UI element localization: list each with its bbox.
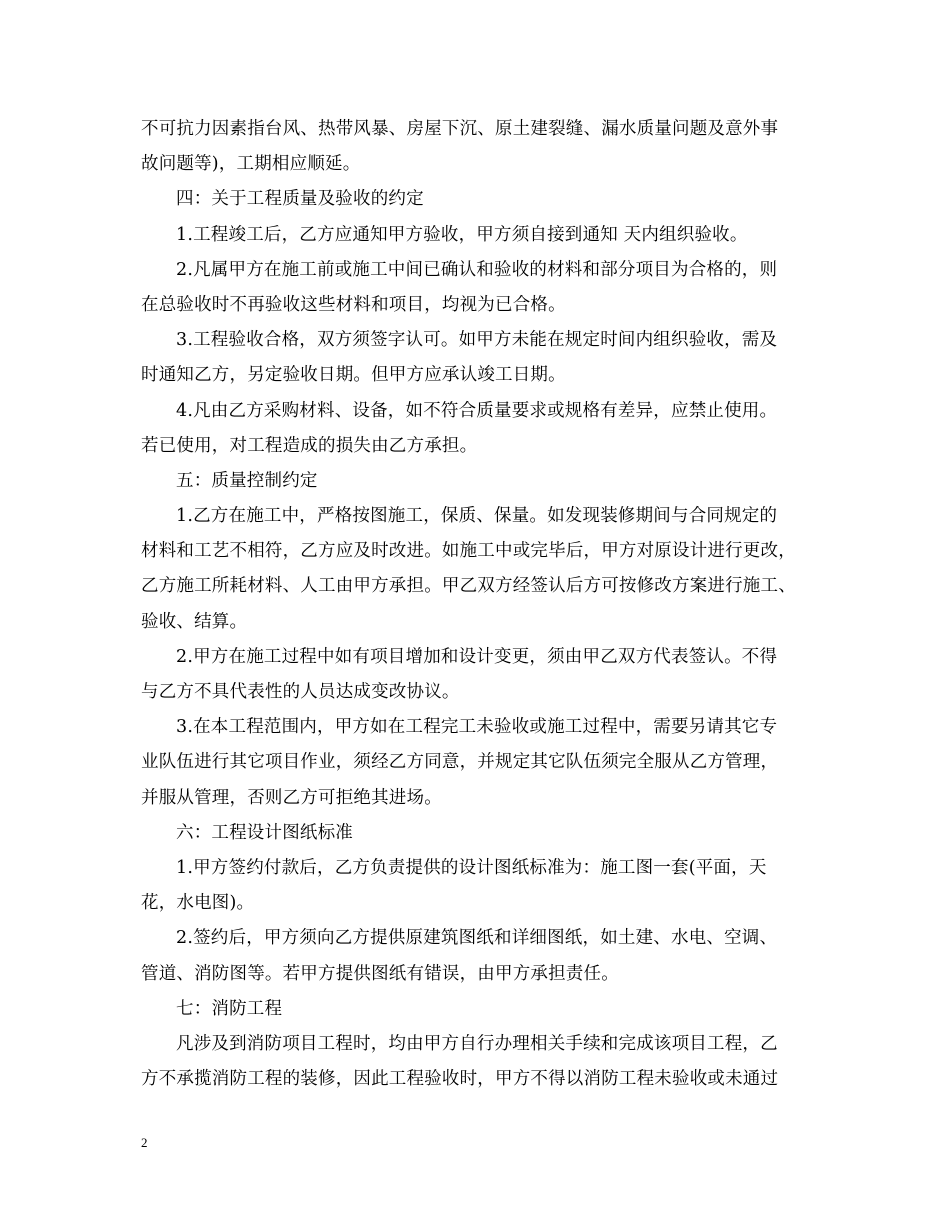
text-line: 2.甲方在施工过程中如有项目增加和设计变更，须由甲乙双方代表签认。不得 [176,646,778,667]
text-line: 故问题等)，工期相应顺延。 [141,154,361,175]
section-heading: 四：关于工程质量及验收的约定 [176,189,424,210]
document-body [141,112,813,1097]
text-line: 花，水电图)。 [141,893,255,914]
text-line: 1.甲方签约付款后，乙方负责提供的设计图纸标准为：施工图一套(平面，天 [176,857,767,878]
text-line: 与乙方不具代表性的人员达成变改协议。 [141,682,460,702]
text-line: 业队伍进行其它项目作业，须经乙方同意，并规定其它队伍须完全服从乙方管理， [141,752,779,773]
text-line: 3.在本工程范围内，甲方如在工程完工未验收或施工过程中，需要另请其它专 [176,717,778,738]
section-heading: 六：工程设计图纸标准 [176,822,353,843]
text-line: 验收、结算。 [141,611,248,632]
text-line: 凡涉及到消防项目工程时，均由甲方自行办理相关手续和完成该项目工程，乙 [176,1033,778,1054]
text-line: 1.工程竣工后，乙方应通知甲方验收，甲方须自接到通知 天内组织验收。 [176,224,748,245]
text-line: 乙方施工所耗材料、人工由甲方承担。甲乙双方经签认后方可按修改方案进行施工、 [141,576,796,597]
text-line: 3.工程验收合格，双方须签字认可。如甲方未能在规定时间内组织验收，需及 [176,330,778,351]
text-line: 1.乙方在施工中，严格按图施工，保质、保量。如发现装修期间与合同规定的 [176,506,778,527]
text-line: 不可抗力因素指台风、热带风暴、房屋下沉、原土建裂缝、漏水质量问题及意外事 [141,119,779,139]
section-heading: 五：质量控制约定 [176,470,318,491]
text-line: 在总验收时不再验收这些材料和项目，均视为已合格。 [141,294,566,315]
page-number: 2 [141,1135,148,1150]
text-line: 4.凡由乙方采购材料、设备，如不符合质量要求或规格有差异，应禁止使用。 [176,400,778,421]
text-line: 2.签约后，甲方须向乙方提供原建筑图纸和详细图纸，如土建、水电、空调、 [176,928,778,949]
text-line: 管道、消防图等。若甲方提供图纸有错误，由甲方承担责任。 [141,963,619,984]
text-line: 2.凡属甲方在施工前或施工中间已确认和验收的材料和部分项目为合格的，则 [176,259,778,280]
text-line: 方不承揽消防工程的装修，因此工程验收时，甲方不得以消防工程未验收或未通过 [141,1069,779,1090]
text-line: 并服从管理，否则乙方可拒绝其进场。 [141,787,442,808]
text-line: 材料和工艺不相符，乙方应及时改进。如施工中或完毕后，甲方对原设计进行更改， [141,541,796,562]
text-line: 若已使用，对工程造成的损失由乙方承担。 [141,435,478,456]
text-line: 时通知乙方，另定验收日期。但甲方应承认竣工日期。 [141,365,566,386]
section-heading: 七：消防工程 [176,998,283,1019]
